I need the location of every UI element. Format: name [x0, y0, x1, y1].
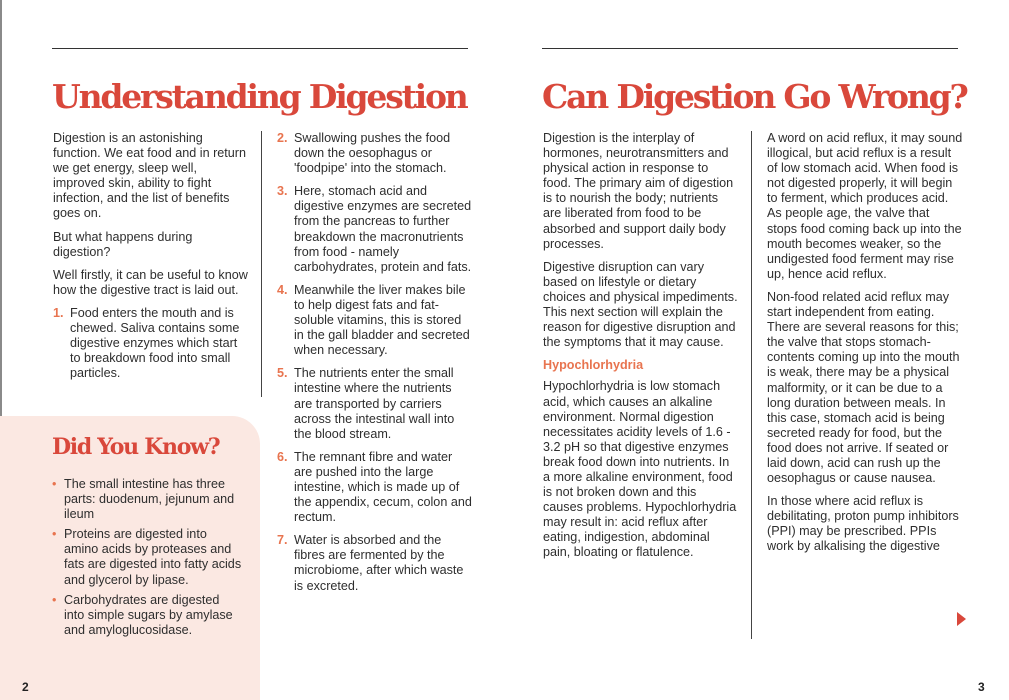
step-number: 5. — [277, 366, 288, 381]
left-column-1 — [53, 131, 249, 389]
intro-paragraph: But what happens during digestion? — [53, 229, 193, 259]
step-number: 7. — [277, 533, 288, 548]
subheading-hypochlorhydria: Hypochlorhydria — [543, 358, 644, 373]
top-rule-left — [52, 48, 468, 49]
right-column-1 — [543, 131, 739, 569]
body-paragraph: Hypochlorhydria is low stomach acid, which causes an alkaline environment. Normal digestion necessitates acidity levels of 1.6 - 3.2 pH so that digestive enzymes break food down into nutrients. In a more alkaline environment, food is not broken down and this causes problems. Hypochlorhydria may result in: acid reflux after eating, indigestion, abdominal pain, bloating or flatulence. — [543, 379, 737, 560]
page-number-left: 2 — [22, 680, 29, 694]
step-text: Meanwhile the liver makes bile to help digest fats and fat-soluble vitamins, this is stored in the gall bladder and secreted when necessary. — [294, 282, 470, 358]
step-text: The remnant fibre and water are pushed into the large intestine, which is made up of the appendix, cecum, colon and rectum. — [294, 449, 472, 525]
intro-paragraph: Digestion is an astonishing function. We eat food and in return we get energy, sleep well, improved skin, ability to fight infection, and the list of benefits goes on. — [53, 131, 246, 221]
body-paragraph: Non-food related acid reflux may start independent from eating. There are several reasons for this; the valve that stops stomach-contents coming up into the mouth is weak, there may be a physical malformity, or it can be due to a long duration between meals. In this case, stomach acid is being secreted ready for food, but the food does not arrive. If seated or laid down, acid can rush up the oesophagus or cause nausea. — [767, 289, 960, 486]
body-paragraph: Digestive disruption can vary based on lifestyle or dietary choices and physical impediments. This next section will explain the reason for digestive disruption and the symptoms that it may cause. — [543, 259, 738, 350]
page-number-right: 3 — [978, 680, 985, 694]
step-text: The nutrients enter the small intestine where the nutrients are transported by carriers across the intestinal wall into the blood stream. — [294, 366, 455, 441]
step-number: 4. — [277, 282, 288, 297]
step-number: 3. — [277, 184, 288, 199]
triangle-right-icon[interactable] — [957, 612, 966, 626]
body-paragraph: In those where acid reflux is debilitating, proton pump inhibitors (PPI) may be prescribed. PPIs work by alkalising the digestive — [767, 494, 959, 554]
step-text: Swallowing pushes the food down the oesophagus or 'foodpipe' into the stomach. — [294, 131, 451, 176]
fact-item: • The small intestine has three parts: duodenum, jejunum and ileum — [52, 477, 242, 522]
page-title-left: Understanding Digestion — [52, 77, 467, 116]
step-text: Food enters the mouth and is chewed. Saliva contains some digestive enzymes which start to breakdown food into small particles. — [70, 305, 240, 381]
step-item — [277, 283, 473, 358]
body-paragraph: Digestion is the interplay of hormones, neurotransmitters and physical action in response to food. The primary aim of digestion is to nourish the body; nutrients are liberated from food to be absorbed and support daily body processes. — [543, 131, 734, 251]
did-you-know-title: Did You Know? — [52, 434, 220, 460]
step-text: Here, stomach acid and digestive enzymes are secreted from the pancreas to further breakdown the macronutrients from food - namely carbohydrates, protein and fats. — [294, 184, 472, 274]
right-column-2 — [767, 131, 963, 563]
step-item — [277, 184, 473, 275]
fact-item: • Carbohydrates are digested into simple sugars by amylase and amyloglucosidase. — [52, 593, 242, 638]
facts-list — [52, 477, 242, 638]
did-you-know-body — [52, 477, 242, 643]
steps-list-col1 — [53, 306, 249, 381]
top-rule-right — [542, 48, 958, 49]
column-divider — [261, 131, 262, 397]
steps-list-col2 — [277, 131, 473, 594]
step-item — [277, 450, 473, 525]
column-divider — [751, 131, 752, 639]
step-item — [53, 306, 249, 381]
step-item — [277, 533, 473, 593]
step-item — [277, 131, 473, 176]
body-paragraph: A word on acid reflux, it may sound illogical, but acid reflux is a result of low stomach acid. When food is not digested properly, it will begin to ferment, which produces acid. As people age, the valve that stops food coming back up into the mouth becomes weaker, so the undigested food ferment may rise up, hence acid reflux. — [767, 131, 963, 281]
step-item — [277, 366, 473, 441]
step-number: 2. — [277, 131, 288, 145]
page-title-right: Can Digestion Go Wrong? — [542, 77, 967, 116]
left-column-2 — [277, 131, 473, 602]
step-number: 6. — [277, 449, 288, 464]
step-number: 1. — [53, 305, 64, 320]
step-text: Water is absorbed and the fibres are fermented by the microbiome, after which waste is excreted. — [294, 533, 464, 593]
intro-paragraph: Well firstly, it can be useful to know how the digestive tract is laid out. — [53, 267, 248, 297]
fact-item: • Proteins are digested into amino acids by proteases and fats are digested into fatty acids and glycerol by lipase. — [52, 527, 242, 587]
